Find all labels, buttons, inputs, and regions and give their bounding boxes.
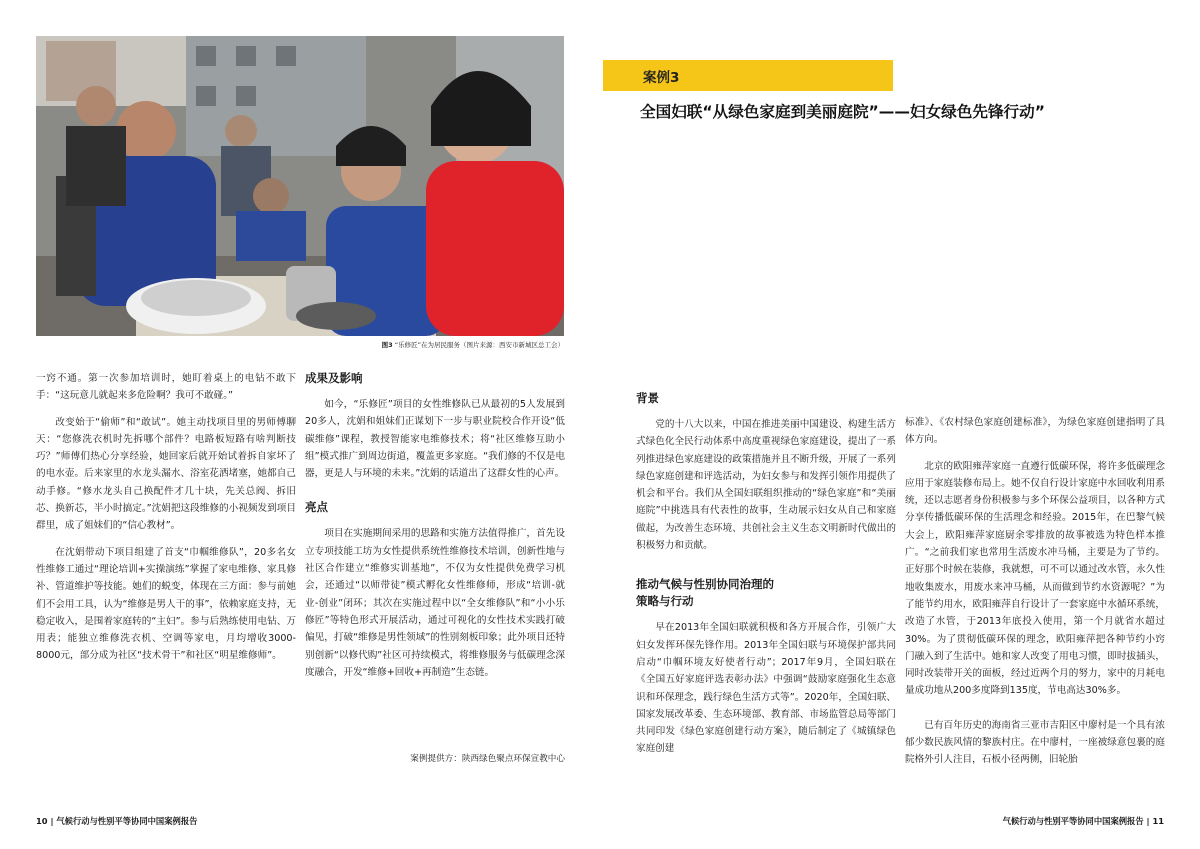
paragraph: 早在2013年全国妇联就积极和各方开展合作，引领广大妇女发挥环保先锋作用。2013年全国妇联与环境保护部共同启动“巾帼环境友好使者行动”；2017年9月，全国妇联在《全国五好家庭评选表彰办法》中强调“鼓励家庭强化生态意识和环保理念，践行绿色生活方式等”。2020年，全国妇联、国家发展改革委、生态环境部、教育部、市场监管总局等部门共同印发《绿色家庭创建行动方案》，随后制定了《城镇绿色家庭创建: [636, 622, 896, 755]
page-number: 11: [1152, 816, 1164, 826]
caption-text: “乐修匠”在为居民服务（图片来源：西安市新城区总工会）: [394, 341, 564, 349]
paragraph: 在沈娟带动下项目组建了首支“巾帼维修队”，20多名女性维修工通过“理论培训+实操演练”掌握了家电维修、家具修补、管道维护等技能。她们的蜕变，体现在三方面：参与前她们不会用工具，认为“维修是男人干的事”，依赖家庭支持，无稳定收入，是围着家庭转的“主妇”。参与后熟练使用电钻、万用表；能独立维修洗衣机、空调等家电，月均增收3000-8000元，部分成为社区“技术骨干”和社区“明星维修师”。: [36, 546, 296, 662]
photo-illustration: [36, 36, 564, 336]
right-column-1: [636, 390, 896, 758]
paragraph: 项目在实施期间采用的思路和实施方法值得推广，首先设立专项技能工坊为女性提供系统性维修技术培训，创新性地与社区合作建立“维修实训基地”，不仅为女性提供免费学习机会，还通过“以师带徒”模式孵化女性维修师，形成“培训-就业-创业”闭环；其次在实施过程中以“全女维修队”和“小小乐修匠”等特色形式开展活动，通过可视化的女性技术实践打破偏见，打破“维修是男性领域”的性别刻板印象；此外项目还特别创新“以修代购”社区可持续模式，将维修服务与低碳理念深度融合，开发“维修+回收+再制造”生态链。: [305, 528, 565, 678]
case-title: 全国妇联“从绿色家庭到美丽庭院”——妇女绿色先锋行动”: [640, 103, 1045, 121]
section-heading-results: 成果及影响: [305, 371, 363, 385]
page-footer: 10 | 气候行动与性别平等协同中国案例报告: [36, 816, 198, 826]
section-heading-highlights: 亮点: [305, 500, 328, 515]
page-footer: 气候行动与性别平等协同中国案例报告 | 11: [1002, 816, 1164, 826]
paragraph: 北京的欧阳雍萍家庭一直遵行低碳环保，将许多低碳理念应用于家庭装修布局上。她不仅自行设计家庭中水回收利用系统，还以志愿者身份积极参与多个环保公益项目，以各种方式分享传播低碳环保的生活理念和经验。2015年，在巴黎气候大会上，欧阳雍萍家庭厨余零排放的故事被选为特色样本推广。“之前我们家也常用生活废水冲马桶，主要是为了节约。正好那个时候在装修，我就想，可不可以通过改水管，永久性地收集废水，用废水来冲马桶，从而做到节约水资源呢？”为了能节约用水，欧阳雍萍自行设计了一套家庭中水循环系统，改造了水管，于2013年底投入使用，第一个月就省水超过30%。为了贯彻低碳环保的理念，欧阳雍萍把各种节约小窍门融入到了生活中。她和家人改变了用电习惯，即时拔插头，同时改装带开关的面板，经过近两个月的努力，家中的月耗电量成功地从200多度降到135度，节电高达30%多。: [905, 460, 1165, 697]
page-number: 10: [36, 816, 48, 826]
case-badge: [603, 60, 893, 91]
section-heading-strategy: [636, 576, 896, 610]
photo-caption: [36, 340, 564, 349]
caption-prefix: 图3: [381, 341, 393, 349]
paragraph: 改变始于“偷师”和“敢试”。她主动找项目里的男师傅聊天：“您修洗衣机时先拆哪个部件？电路板短路有啥判断技巧？”师傅们热心分享经验，她回家后就开始试着拆自家坏了的电水壶。后来家里的水龙头漏水、浴室花洒堵塞，她都自己动手修。“修水龙头自己换配件才几十块，先关总阀、拆旧芯、换新芯，半小时搞定。”沈娟把这段维修的小视频发到项目群里，成了姐妹们的“信心教材”。: [36, 416, 296, 532]
case-source: 案例提供方：陕西绿色聚点环保宣教中心: [410, 754, 565, 764]
footer-title: 气候行动与性别平等协同中国案例报告: [56, 816, 198, 826]
right-page: [600, 0, 1200, 849]
section-heading-background: 背景: [636, 391, 659, 405]
left-column-1: [36, 370, 296, 665]
left-column-2: [305, 370, 565, 681]
heading-line-1: 推动气候与性别协同治理的: [636, 577, 774, 592]
paragraph: 标准》、《农村绿色家庭创建标准》，为绿色家庭创建指明了具体方向。: [905, 417, 1165, 446]
case-label: 案例3: [643, 69, 680, 86]
repair-photo: [36, 36, 564, 336]
paragraph: 如今，“乐修匠”项目的女性维修队已从最初的5人发展到20多人，沈娟和姐妹们正谋划下一步与职业院校合作开设“低碳维修”课程，教授智能家电维修技术；将“社区维修互助小组”模式推广到周边街道，覆盖更多家庭。“我们修的不仅是电器，更是人与环境的未来。”沈娟的话道出了这群女性的心声。: [305, 399, 565, 480]
right-column-2: [905, 414, 1165, 769]
paragraph: 已有百年历史的海南省三亚市吉阳区中廖村是一个具有浓郁少数民族风情的黎族村庄。在中廖村，一座被绿意包裹的庭院格外引人注目，石板小径两侧，旧轮胎: [905, 719, 1165, 766]
paragraph: 一窍不通。第一次参加培训时，她盯着桌上的电钻不敢下手：“这玩意儿就起来多危险啊？我可不敢碰。”: [36, 373, 296, 402]
paragraph: 党的十八大以来，中国在推进美丽中国建设、构建生活方式绿色化全民行动体系中高度重视绿色家庭建设，提出了一系列推进绿色家庭建设的政策措施并且不断升级，开展了一系列绿色家庭创建和评选活动，为妇女参与和发挥引领作用提供了机会和平台。我们从全国妇联组织推动的“绿色家庭”和“美丽庭院”中挑选具有代表性的故事，生动展示妇女从自己和家庭做起，为改善生态环境、共创社会主义生态文明新时代做出的积极努力和贡献。: [636, 419, 896, 552]
footer-title: 气候行动与性别平等协同中国案例报告: [1002, 816, 1144, 826]
heading-line-2: 策略与行动: [636, 594, 694, 609]
